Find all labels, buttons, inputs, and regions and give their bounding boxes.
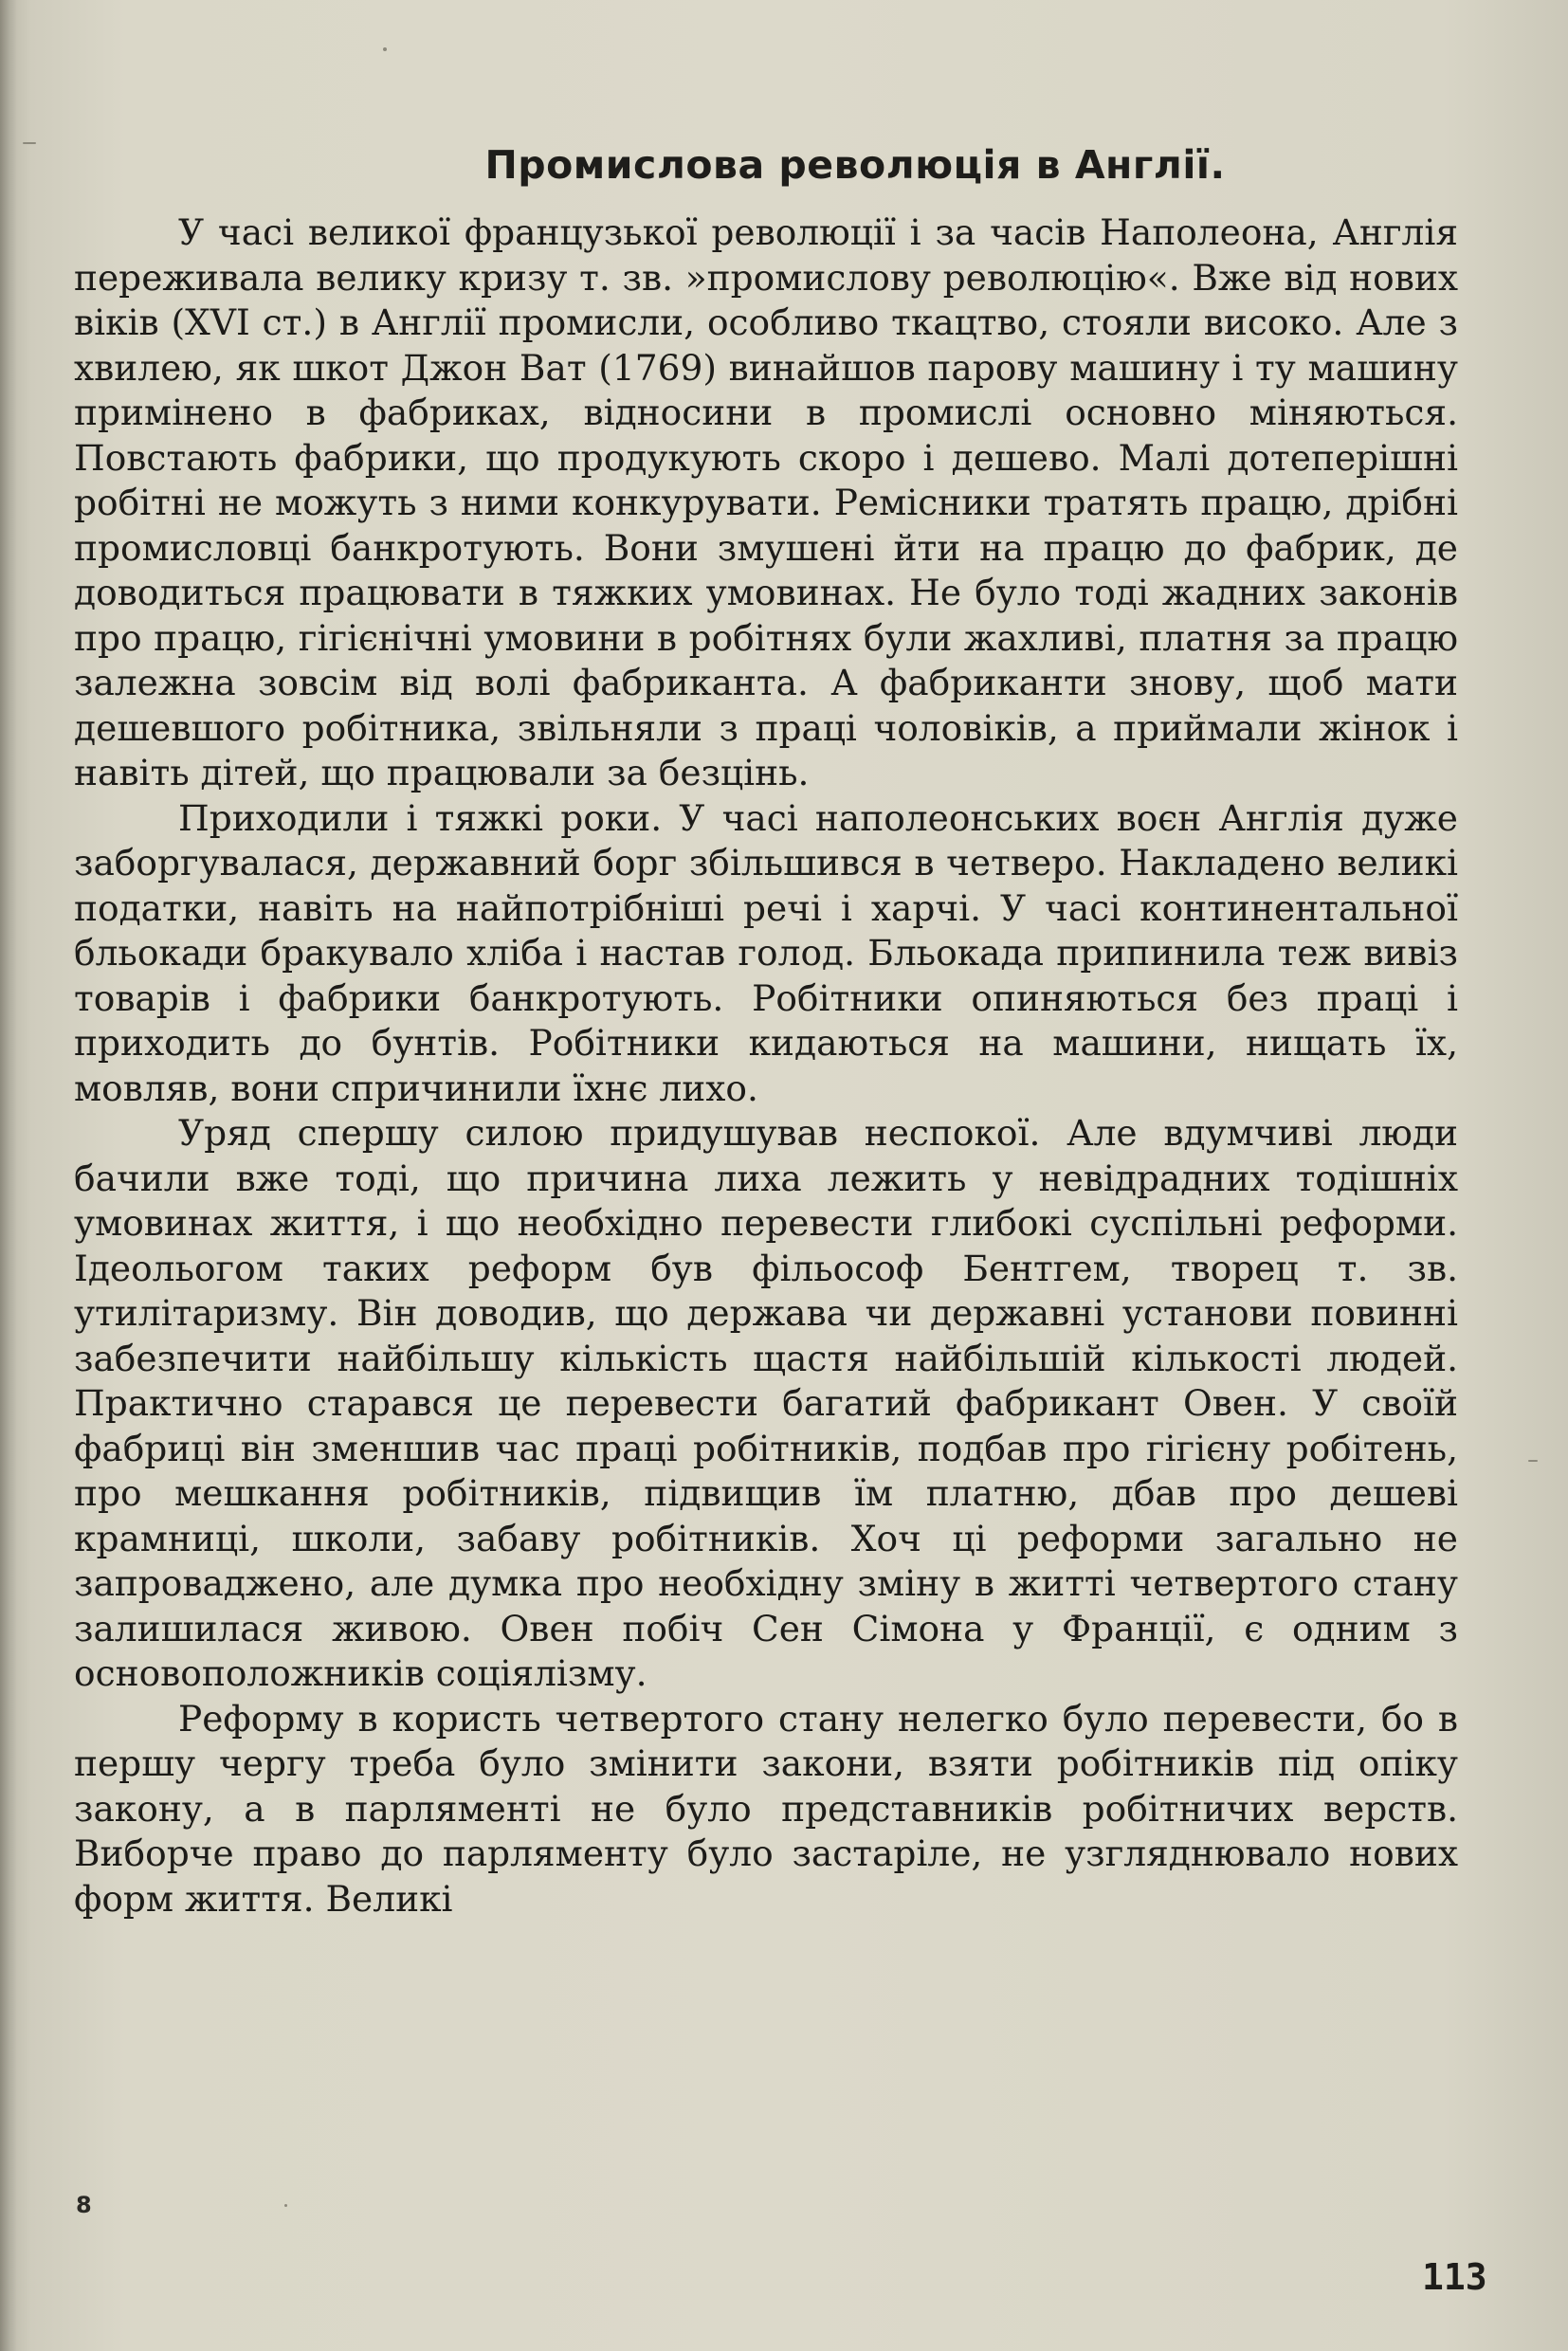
ink-speck: [284, 2204, 287, 2207]
paragraph: Приходили і тяжкі роки. У часі наполеонських воєн Англія дуже заборгувалася, державний борг збільшився в четверо. Накладено великі податки, навіть на найпотрібніші речі і харчі. У часі континентальної бльокади бракувало хліба і настав голод. Бльокада припинила теж вивіз товарів і фабрики банкротують. Робітники опиняються без праці і приходить до бунтів. Робітники кидаються на машини, нищать їх, мовляв, вони спричинили їхнє лихо.: [74, 796, 1458, 1109]
ink-speck: [383, 47, 387, 51]
body-text: [74, 210, 1458, 1922]
paragraph: Реформу в користь четвертого стану нелегко було перевести, бо в першу чергу треба було змінити закони, взяти робітників під опіку закону, а в парляменті не було представників робітничих верств. Виборче право до парляменту було застаріле, не узгляднювало нових форм життя. Великі: [74, 1697, 1458, 1920]
gutter-shadow: [0, 0, 17, 2351]
ink-speck: [1528, 1460, 1538, 1462]
page-number: 113: [1422, 2256, 1487, 2298]
page-title: Промислова революція в Англії.: [484, 142, 1226, 188]
signature-mark: 8: [76, 2192, 92, 2218]
paragraph: У часі великої французької революції і за часів Наполеона, Англія переживала велику кризу т. зв. »промислову революцію«. Вже від нових віків (XVI ст.) в Англії промисли, особливо ткацтво, стояли високо. Але з хвилею, як шкот Джон Ват (1769) винайшов парову машину і ту машину примінено в фабриках, відносини в промислі основно міняються. Повстають фабрики, що продукують скоро і дешево. Малі дотеперішні робітні не можуть з ними конкурувати. Ремісники тратять працю, дрібні промисловці банкротують. Вони змушені йти на працю до фабрик, де доводиться працювати в тяжких умовинах. Не було тоді жадних законів про працю, гігієнічні умовини в робітнях були жахливі, платня за працю залежна зовсім від волі фабриканта. А фабриканти знову, щоб мати дешевшого робітника, звільняли з праці чоловіків, а приймали жінок і навіть дітей, що працювали за безцінь.: [74, 211, 1458, 793]
paragraph: Уряд спершу силою придушував неспокої. Але вдумчиві люди бачили вже тоді, що причина лиха лежить у невідрадних тодішніх умовинах життя, і що необхідно перевести глибокі суспільні реформи. Ідеольогом таких реформ був фільософ Бентгем, творец т. зв. утилітаризму. Він доводив, що держава чи державні установи повинні забезпечити найбільшу кількість щастя найбільшій кількості людей. Практично старався це перевести багатий фабрикант Овен. У своїй фабриці він зменшив час праці робітників, подбав про гігієну робітень, про мешкання робітників, підвищив їм платню, дбав про дешеві крамниці, школи, забаву робітників. Хоч ці реформи загально не запроваджено, але думка про необхідну зміну в житті четвертого стану залишилася живою. Овен побіч Сен Сімона у Франції, є одним з основоположників соціялізму.: [74, 1112, 1458, 1694]
